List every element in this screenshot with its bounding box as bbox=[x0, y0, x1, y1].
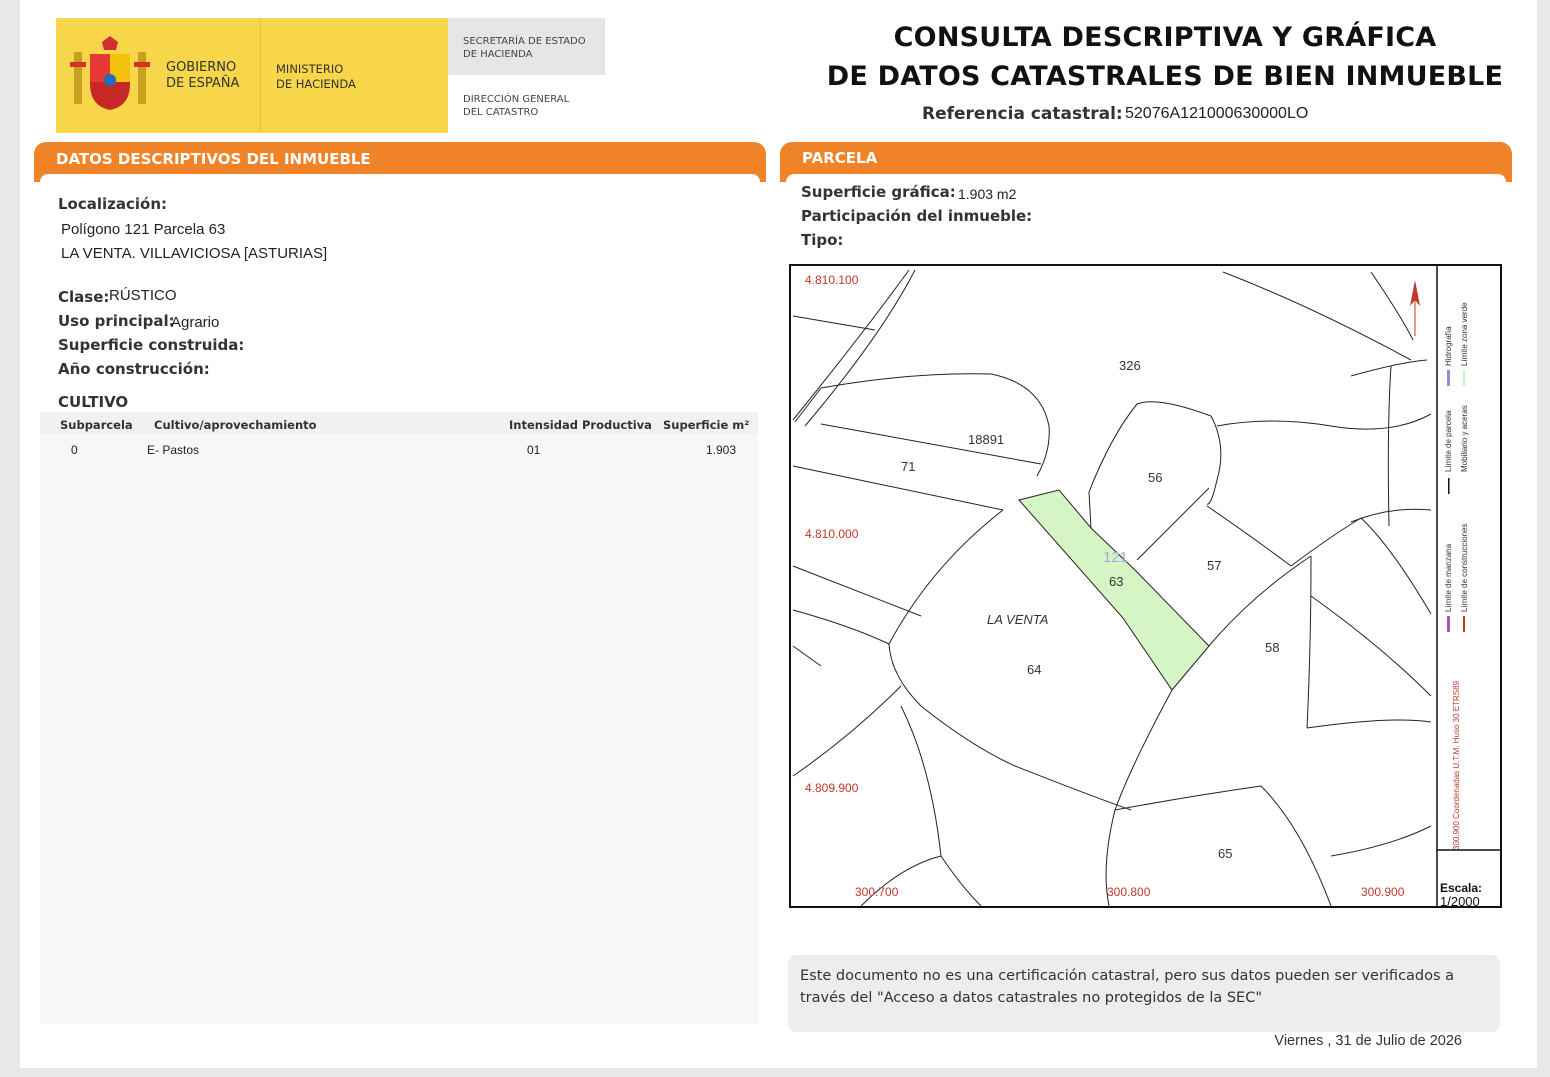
uso-label: Uso principal: bbox=[58, 312, 175, 330]
legend-swatch-construcciones bbox=[1463, 616, 1465, 632]
page-title: CONSULTA DESCRIPTIVA Y GRÁFICA DE DATOS CATASTRALES DE BIEN INMUEBLE bbox=[826, 22, 1504, 92]
header-curve bbox=[786, 174, 1506, 182]
place-label: LA VENTA bbox=[987, 612, 1049, 627]
cell-cultivo: E- Pastos bbox=[147, 443, 200, 457]
participacion-label: Participación del inmueble: bbox=[801, 207, 1033, 225]
cultivo-table bbox=[40, 412, 758, 1024]
legend-mobiliario: Mobiliario y aceras bbox=[1460, 405, 1469, 472]
escala-label: Escala: bbox=[1440, 881, 1483, 895]
parcel-map-drawing bbox=[791, 266, 1500, 906]
legend-swatch-parcela bbox=[1448, 478, 1450, 494]
clase-label: Clase: bbox=[58, 288, 110, 306]
gobierno-logo bbox=[56, 18, 448, 133]
coord-y-3: 4.809.900 bbox=[805, 781, 859, 795]
refcat-label: Referencia catastral: bbox=[922, 104, 1123, 124]
poligono-label: 121 bbox=[1103, 549, 1129, 566]
logo-divider bbox=[260, 18, 261, 133]
parcel-label-65: 65 bbox=[1218, 846, 1233, 861]
th-cultivo: Cultivo/aprovechamiento bbox=[154, 418, 317, 432]
cell-superficie: 1.903 bbox=[706, 443, 737, 457]
uso-value: Agrario bbox=[171, 314, 220, 331]
descriptivos-header bbox=[34, 142, 766, 182]
legend-swatch-manzana bbox=[1447, 616, 1450, 632]
coord-y-2: 4.810.000 bbox=[805, 527, 859, 541]
localizacion-line1: Polígono 121 Parcela 63 bbox=[61, 221, 226, 238]
cultivo-table-header bbox=[40, 412, 758, 434]
legend-parcela: Límite de parcela bbox=[1444, 410, 1453, 472]
gobierno-text: GOBIERNO DE ESPAÑA bbox=[166, 60, 240, 91]
document-page bbox=[20, 0, 1537, 1068]
cell-intensidad: 01 bbox=[527, 443, 541, 457]
header-curve bbox=[40, 174, 760, 182]
north-arrow-icon bbox=[1410, 280, 1420, 336]
coat-of-arms-icon bbox=[70, 32, 150, 118]
parcel-label-56: 56 bbox=[1148, 470, 1163, 485]
parcela-title: PARCELA bbox=[802, 149, 878, 167]
coord-y-1: 4.810.100 bbox=[805, 273, 859, 287]
coord-x-2: 300.800 bbox=[1107, 885, 1151, 899]
document-date: Viernes , 31 de Julio de 2026 bbox=[1274, 1033, 1462, 1049]
parcel-label-64: 64 bbox=[1027, 662, 1042, 677]
th-subparcela: Subparcela bbox=[60, 418, 133, 432]
legend-hidrografia: Hidrografía bbox=[1444, 326, 1453, 366]
parcel-label-58: 58 bbox=[1265, 640, 1280, 655]
cadastral-map[interactable] bbox=[789, 264, 1502, 908]
cell-subparcela: 0 bbox=[71, 443, 78, 457]
escala-value: 1/2000 bbox=[1440, 894, 1480, 906]
cultivo-title: CULTIVO bbox=[58, 393, 129, 411]
legend-swatch-hidrografia bbox=[1447, 370, 1450, 386]
legend-zona-verde: Límite zona verde bbox=[1460, 302, 1469, 366]
localizacion-line2: LA VENTA. VILLAVICIOSA [ASTURIAS] bbox=[61, 245, 328, 262]
legend-manzana: Límite de manzana bbox=[1444, 543, 1453, 612]
parcel-label-71: 71 bbox=[901, 459, 916, 474]
parcel-label-63: 63 bbox=[1109, 574, 1124, 589]
anio-construccion-label: Año construcción: bbox=[58, 360, 210, 378]
refcat-value: 52076A121000630000LO bbox=[1125, 105, 1309, 122]
coord-x-3: 300.900 bbox=[1361, 885, 1405, 899]
superficie-grafica-label: Superficie gráfica: bbox=[801, 183, 956, 201]
th-intensidad: Intensidad Productiva bbox=[509, 418, 652, 432]
clase-value: RÚSTICO bbox=[109, 287, 177, 304]
coord-x-1: 300.700 bbox=[855, 885, 899, 899]
ministerio-text: MINISTERIO DE HACIENDA bbox=[276, 62, 356, 91]
localizacion-label: Localización: bbox=[58, 195, 168, 213]
coords-note: 300.900 Coordenadas U.T.M. Huso 30 ETRS89 bbox=[1452, 681, 1461, 850]
parcel-label-326: 326 bbox=[1119, 358, 1141, 373]
descriptivos-title: DATOS DESCRIPTIVOS DEL INMUEBLE bbox=[56, 150, 371, 168]
tipo-label: Tipo: bbox=[801, 231, 844, 249]
parcela-header bbox=[780, 142, 1512, 182]
parcel-label-18891: 18891 bbox=[968, 432, 1005, 447]
superficie-construida-label: Superficie construida: bbox=[58, 336, 245, 354]
legend-swatch-zona-verde bbox=[1463, 370, 1465, 386]
superficie-grafica-value: 1.903 m2 bbox=[958, 186, 1017, 202]
th-superficie: Superficie m² bbox=[663, 418, 750, 432]
secretaria-text: SECRETARÍA DE ESTADO DE HACIENDA bbox=[463, 36, 586, 60]
legend-construcciones: Límite de construcciones bbox=[1460, 523, 1469, 612]
disclaimer-note: Este documento no es una certificación catastral, pero sus datos pueden ser verificados a través del "Acceso a datos catastrales no protegidos de la SEC" bbox=[788, 955, 1500, 1032]
parcel-label-57: 57 bbox=[1207, 558, 1222, 573]
direccion-text: DIRECCIÓN GENERAL DEL CATASTRO bbox=[463, 94, 570, 118]
